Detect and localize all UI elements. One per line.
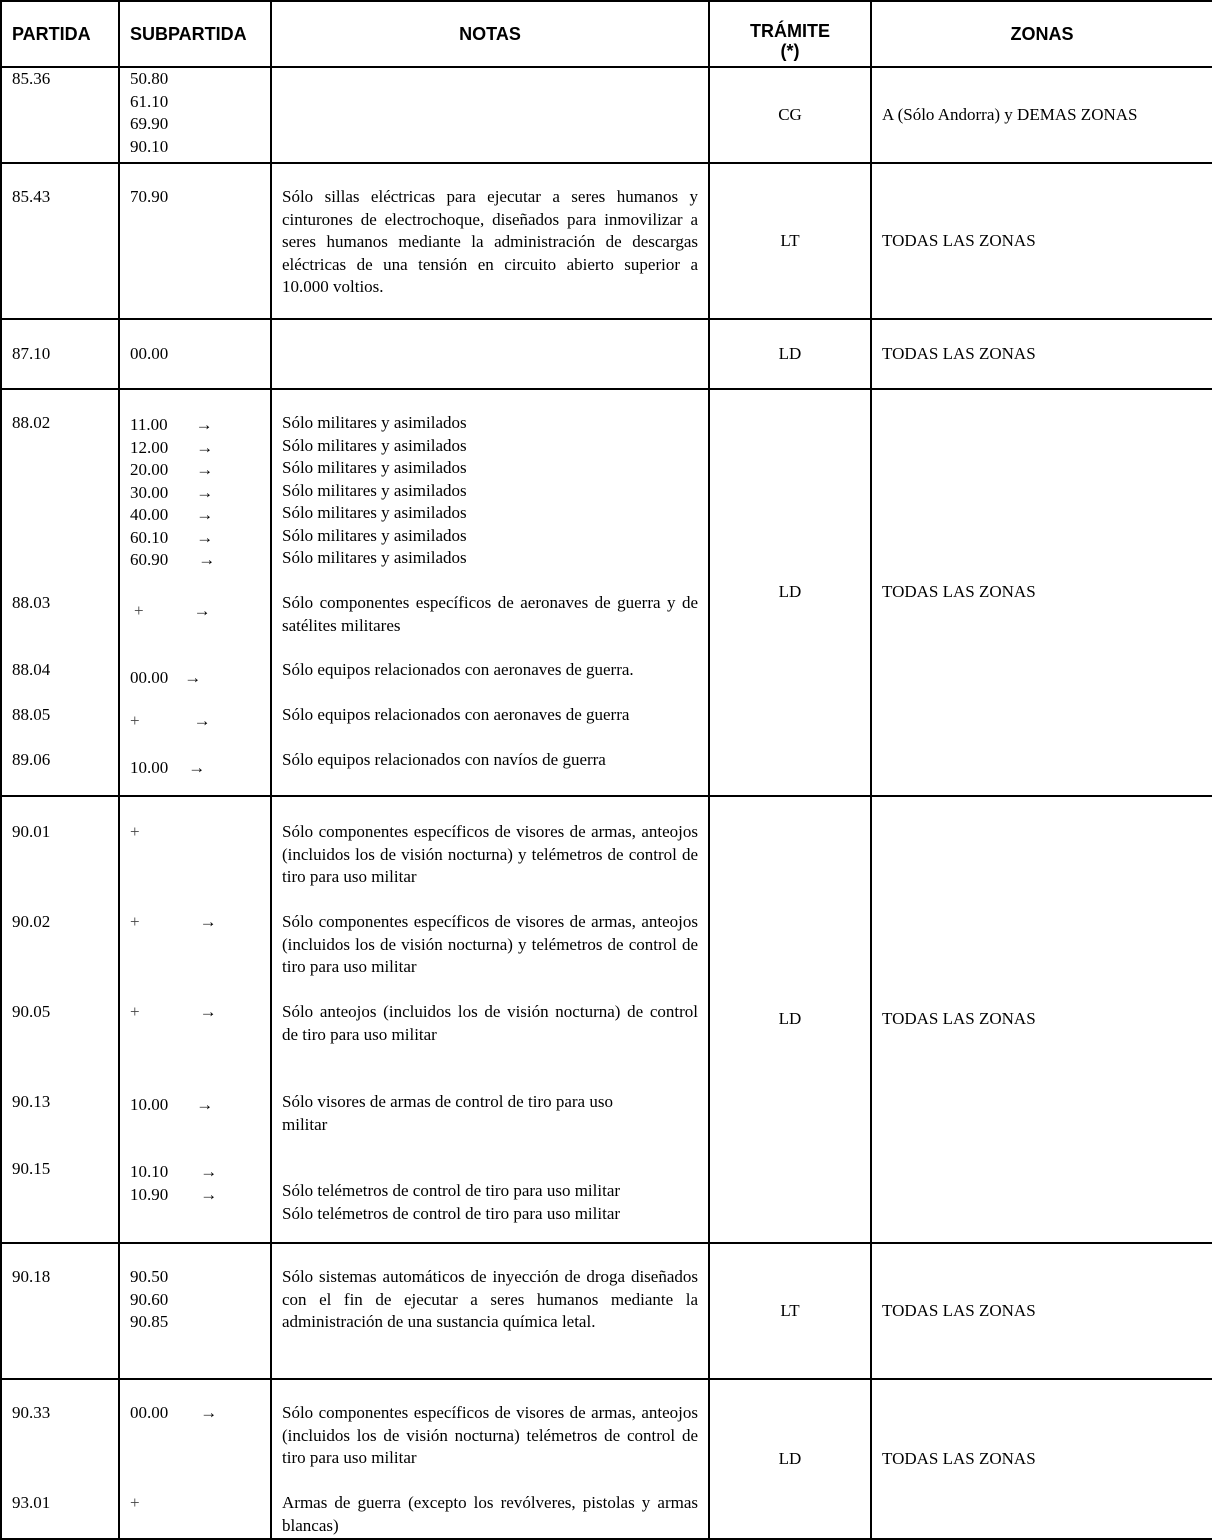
nota-text: Sólo militares y asimilados — [282, 435, 467, 455]
subpartida-code: 10.10 → — [130, 1158, 260, 1184]
table-row — [1, 796, 1212, 1243]
subpartida-code: + — [130, 1493, 140, 1512]
arrow-right-icon: → — [196, 482, 214, 502]
tramite-cell: LT — [709, 1243, 871, 1379]
header-zonas: ZONAS — [871, 1, 1212, 67]
subpartida-code: 10.00 → — [130, 1091, 260, 1117]
partida-code: 88.03 — [12, 593, 51, 612]
table-header-row — [1, 1, 1212, 67]
tramite-cell: CG — [709, 67, 871, 163]
tramite-cell: LD — [709, 389, 871, 796]
arrow-right-icon: → — [199, 1002, 217, 1021]
subpartida-code: 60.10 → — [130, 527, 260, 550]
partida-code: 85.43 — [12, 187, 51, 206]
nota-text: Sólo telémetros de control de tiro para uso militar — [282, 1203, 621, 1223]
arrow-right-icon: → — [198, 550, 216, 569]
subpartida-code: 61.10 — [130, 91, 169, 111]
nota-text: Armas de guerra (excepto los revólveres, pistolas y armas blancas) — [282, 1493, 698, 1535]
header-partida: PARTIDA — [1, 1, 119, 67]
partida-code: 88.02 — [12, 413, 51, 432]
arrow-right-icon: → — [196, 460, 214, 479]
subpartida-cell — [119, 163, 271, 319]
partida-cell — [1, 1243, 119, 1379]
arrow-right-icon: → — [188, 758, 206, 777]
nota-text: Sólo militares y asimilados — [282, 548, 467, 567]
table-row — [1, 67, 1212, 163]
partida-code: 93.01 — [12, 1493, 51, 1512]
subpartida-code: 90.50 — [130, 1267, 169, 1286]
header-notas: NOTAS — [271, 1, 709, 67]
subpartida-code: 69.90 — [130, 114, 169, 133]
tramite-cell: LD — [709, 1379, 871, 1539]
subpartida-code: + → — [130, 592, 260, 623]
partida-code: 90.05 — [12, 1002, 51, 1021]
zonas-cell: TODAS LAS ZONAS — [871, 163, 1212, 319]
nota-text: Sólo sistemas automáticos de inyección de droga diseñados con el fin de ejecutar a seres humanos mediante la administración de una sustancia química letal. — [282, 1267, 698, 1331]
arrow-right-icon: → — [196, 505, 214, 524]
arrow-right-icon: → — [193, 601, 211, 620]
tramite-cell: LD — [709, 319, 871, 389]
arrow-right-icon: → — [199, 912, 217, 931]
partida-code: 90.13 — [12, 1092, 51, 1111]
nota-text: Sólo militares y asimilados — [282, 525, 467, 545]
table-row — [1, 163, 1212, 319]
header-tramite — [709, 1, 871, 67]
partida-code: 90.02 — [12, 912, 51, 931]
subpartida-code: 30.00 → — [130, 482, 260, 505]
nota-text: Sólo componentes específicos de visores de armas, anteojos (incluidos los de visión nocturna) y telémetros de control de tiro para uso militar — [282, 822, 698, 886]
partida-cell — [1, 67, 119, 163]
partida-code: 90.33 — [12, 1403, 51, 1422]
notas-cell — [271, 389, 709, 796]
tramite-cell: LT — [709, 163, 871, 319]
partida-code: 85.36 — [12, 69, 51, 88]
subpartida-cell — [119, 1379, 271, 1539]
subpartida-code: 20.00 → — [130, 459, 260, 482]
table-row — [1, 319, 1212, 389]
nota-text: Sólo telémetros de control de tiro para uso militar — [282, 1181, 621, 1200]
notas-cell — [271, 1243, 709, 1379]
notas-cell — [271, 319, 709, 389]
partida-cell — [1, 389, 119, 796]
nota-text: Sólo militares y asimilados — [282, 480, 467, 500]
arrow-right-icon: → — [196, 1095, 214, 1114]
nota-text: Sólo componentes específicos de visores de armas, anteojos (incluidos los de visión nocturna) y telémetros de control de tiro para uso militar — [282, 912, 698, 976]
arrow-right-icon: → — [196, 527, 214, 547]
partida-cell — [1, 163, 119, 319]
arrow-right-icon: → — [200, 1184, 218, 1204]
subpartida-code: 70.90 — [130, 187, 169, 206]
arrow-right-icon: → — [195, 415, 213, 434]
notas-cell — [271, 1379, 709, 1539]
nota-text: Sólo militares y asimilados — [282, 503, 467, 522]
partida-code: 88.05 — [12, 705, 51, 724]
header-subpartida: SUBPARTIDA — [119, 1, 271, 67]
partida-cell: 87.10 — [1, 319, 119, 389]
subpartida-code: + → — [130, 1001, 260, 1024]
zonas-cell: TODAS LAS ZONAS — [871, 319, 1212, 389]
notas-cell — [271, 163, 709, 319]
arrow-right-icon: → — [200, 1403, 218, 1422]
subpartida-code: 10.90 → — [130, 1184, 260, 1207]
nota-text: Sólo componentes específicos de aeronaves de guerra y de satélites militares — [282, 593, 698, 635]
zonas-cell: TODAS LAS ZONAS — [871, 389, 1212, 796]
nota-text: Sólo equipos relacionados con aeronaves de guerra — [282, 705, 630, 724]
tramite-cell: LD — [709, 796, 871, 1243]
arrow-right-icon: → — [196, 437, 214, 457]
partida-cell — [1, 796, 119, 1243]
nota-text: Sólo militares y asimilados — [282, 458, 467, 477]
subpartida-code: 00.00 → — [130, 659, 260, 690]
nota-text: Sólo visores de armas de control de tiro para uso militar — [282, 1092, 613, 1134]
nota-text: Sólo componentes específicos de visores de armas, anteojos (incluidos los de visión nocturna) telémetros de control de tiro para uso militar — [282, 1403, 698, 1467]
zonas-cell: TODAS LAS ZONAS — [871, 796, 1212, 1243]
subpartida-code: 40.00 → — [130, 504, 260, 527]
subpartida-code: 50.80 — [130, 69, 169, 88]
arrow-right-icon: → — [184, 668, 202, 687]
subpartida-code: 90.85 — [130, 1312, 169, 1331]
partida-code: 88.04 — [12, 660, 51, 679]
subpartida-code: 12.00 → — [130, 437, 260, 460]
subpartida-code: 90.60 — [130, 1289, 169, 1309]
nota-text: Sólo anteojos (incluidos los de visión nocturna) de control de tiro para uso militar — [282, 1002, 698, 1044]
nota-text: Sólo equipos relacionados con navíos de guerra — [282, 750, 606, 769]
nota-text: Sólo militares y asimilados — [282, 413, 467, 432]
header-tramite-note: (*) — [780, 41, 800, 61]
zonas-cell: A (Sólo Andorra) y DEMAS ZONAS — [871, 67, 1212, 163]
notas-cell — [271, 67, 709, 163]
partida-code: 90.15 — [12, 1159, 51, 1178]
nota-text: Sólo equipos relacionados con aeronaves de guerra. — [282, 660, 634, 679]
subpartida-cell — [119, 1243, 271, 1379]
partida-code: 90.18 — [12, 1267, 51, 1286]
partida-cell — [1, 1379, 119, 1539]
notas-cell — [271, 796, 709, 1243]
arrow-right-icon: → — [200, 1162, 218, 1181]
zonas-cell: TODAS LAS ZONAS — [871, 1243, 1212, 1379]
subpartida-code: 90.10 — [130, 136, 169, 156]
partida-code: 90.01 — [12, 822, 51, 841]
subpartida-code: 60.90 → — [130, 549, 260, 572]
subpartida-code: + → — [130, 704, 260, 733]
nota-text: Sólo sillas eléctricas para ejecutar a seres humanos y cinturones de electrochoque, diseñados para inmovilizar a seres humanos mediante la administración de descargas eléctricas de una tensión en circuito abierto superior a 10.000 voltios. — [282, 187, 698, 296]
table-row — [1, 1243, 1212, 1379]
header-tramite-label: TRÁMITE — [750, 21, 830, 41]
subpartida-code: 10.00 → — [130, 749, 260, 780]
zonas-cell: TODAS LAS ZONAS — [871, 1379, 1212, 1539]
subpartida-cell — [119, 389, 271, 796]
subpartida-code: 11.00 → — [130, 414, 260, 437]
subpartida-code: 00.00 → — [130, 1402, 260, 1425]
subpartida-code: + — [130, 822, 140, 841]
partida-code: 89.06 — [12, 750, 51, 769]
subpartida-cell — [119, 67, 271, 163]
subpartida-cell — [119, 796, 271, 1243]
arrow-right-icon: → — [193, 711, 211, 730]
subpartida-cell: 00.00 — [119, 319, 271, 389]
table-row — [1, 389, 1212, 796]
subpartida-code: + → — [130, 911, 260, 934]
table-row — [1, 1379, 1212, 1539]
